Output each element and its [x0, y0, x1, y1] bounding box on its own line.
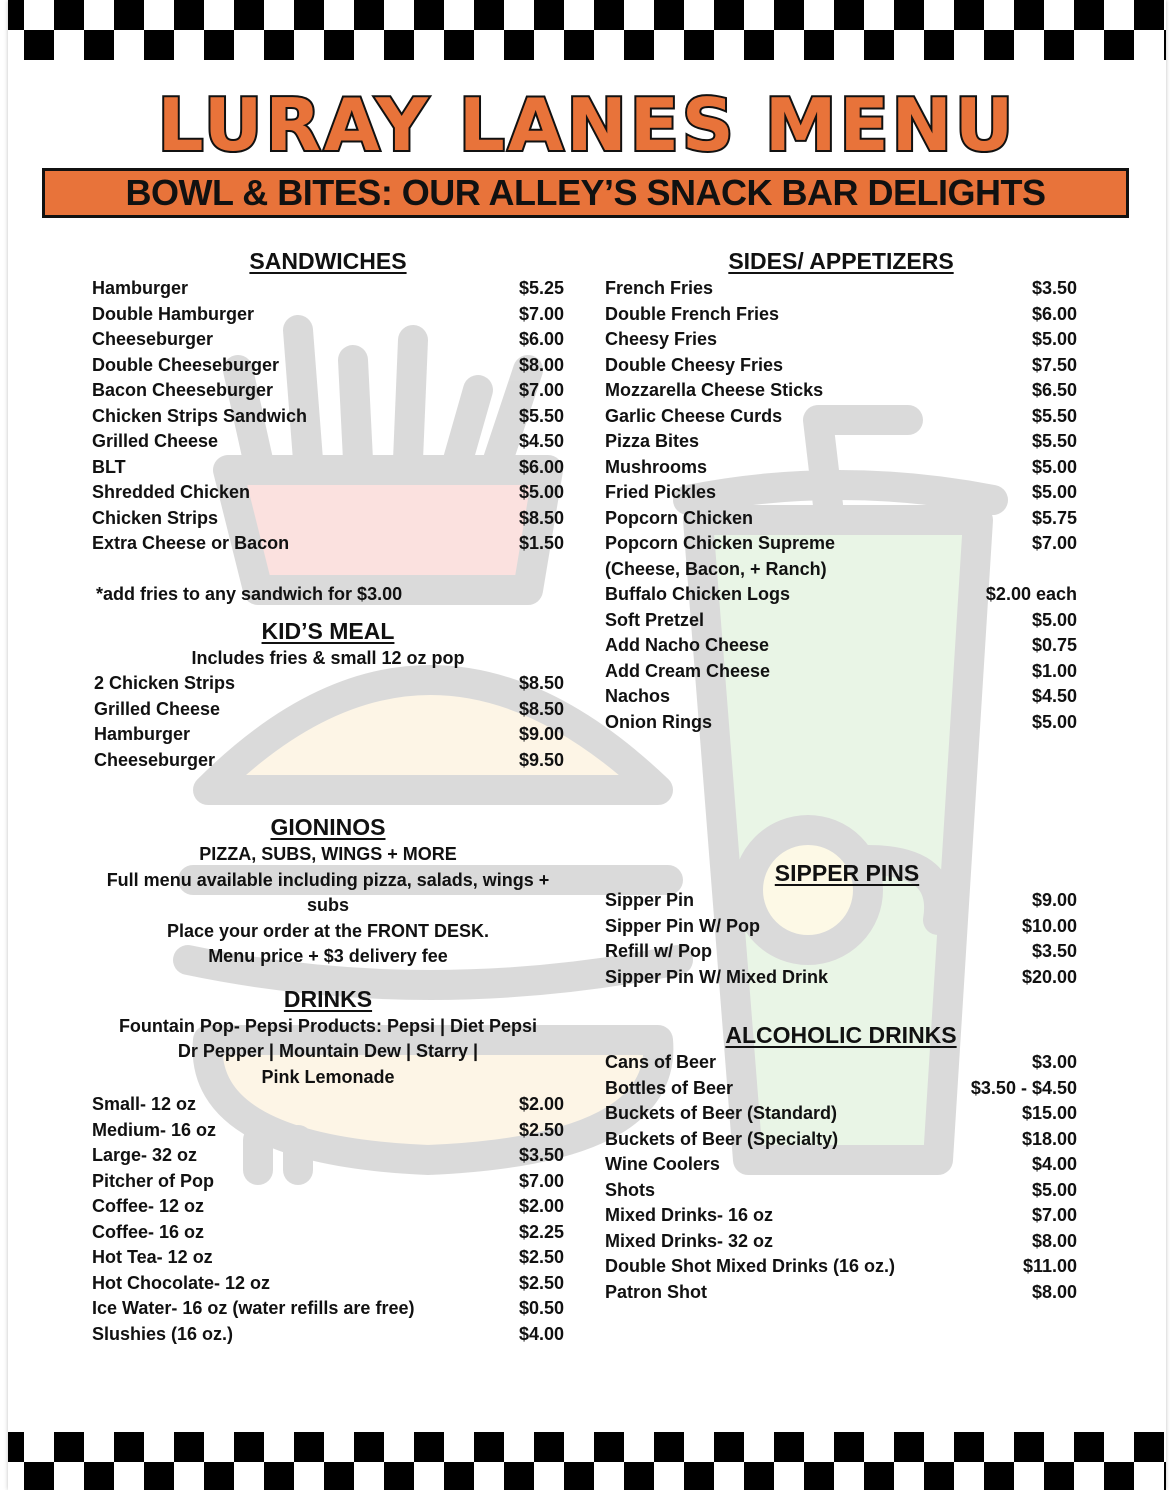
- menu-item-row: [92, 455, 564, 481]
- menu-item-price: $3.50: [1031, 941, 1077, 961]
- sides-heading: SIDES/ APPETIZERS: [728, 248, 954, 274]
- menu-item-name: Small- 12 oz: [92, 1094, 197, 1114]
- menu-item-price: $5.50: [1031, 431, 1077, 451]
- menu-item-name: Ice Water- 16 oz (water refills are free): [92, 1298, 415, 1318]
- menu-item-price: $5.00: [1031, 711, 1077, 732]
- menu-item-price: $3.50: [518, 1145, 564, 1165]
- menu-item-row: [605, 659, 1077, 685]
- menu-item-name: Grilled Cheese: [92, 431, 219, 451]
- menu-item-price: $5.50: [1031, 405, 1077, 426]
- menu-item-price: $7.00: [518, 1170, 564, 1191]
- menu-item-row: [92, 404, 564, 430]
- menu-item-price: $18.00: [1021, 1128, 1077, 1149]
- menu-item-row: [94, 748, 564, 774]
- menu-item-row: [605, 276, 1077, 302]
- menu-item-row: [605, 506, 1077, 532]
- menu-item-name: Hamburger: [94, 724, 191, 744]
- menu-item-row: [92, 1118, 564, 1144]
- menu-item-price: $5.00: [1031, 1179, 1077, 1200]
- menu-item-price: $7.50: [1031, 354, 1077, 375]
- menu-item-row: [94, 671, 564, 697]
- menu-item-name: Coffee- 12 oz: [92, 1196, 205, 1216]
- menu-item-name: Mozzarella Cheese Sticks: [605, 380, 824, 400]
- menu-item-row: [605, 710, 1077, 736]
- menu-item-row: [92, 429, 564, 455]
- menu-item-row: [605, 684, 1077, 710]
- menu-item-row: [605, 378, 1077, 404]
- menu-item-price: $4.00: [1031, 1154, 1077, 1174]
- menu-item-name: Hot Tea- 12 oz: [92, 1247, 213, 1267]
- menu-item-name: Fried Pickles: [605, 482, 717, 502]
- drinks-heading: DRINKS: [283, 985, 373, 1012]
- menu-page: [8, 0, 1166, 1490]
- menu-item-price: $2.00 each: [985, 584, 1077, 604]
- kids-meal-heading: KID’S MEAL: [261, 617, 395, 644]
- menu-item-row: [92, 480, 564, 506]
- sipper-pins-heading: SIPPER PINS: [774, 860, 920, 886]
- menu-item-name: Sipper Pin W/ Pop: [605, 915, 761, 936]
- gioninos-line: Place your order at the FRONT DESK.: [166, 920, 490, 941]
- drinks-info-line: Fountain Pop- Pepsi Products: Pepsi | Diet Pepsi: [118, 1015, 538, 1036]
- menu-item-price: $2.00: [518, 1196, 564, 1216]
- menu-item-name: Sipper Pin W/ Mixed Drink: [605, 966, 829, 987]
- menu-item-price: $9.50: [518, 749, 564, 770]
- sipper-pins-list: [605, 888, 1077, 990]
- sandwiches-heading: SANDWICHES: [249, 248, 407, 274]
- menu-item-price: $4.00: [518, 1323, 564, 1344]
- menu-item-name: Bottles of Beer: [605, 1077, 734, 1098]
- menu-item-row: [605, 1152, 1077, 1178]
- menu-item-row: [605, 1203, 1077, 1229]
- menu-item-row: [605, 914, 1077, 940]
- menu-item-price: $7.00: [1031, 1205, 1077, 1225]
- menu-item-price: $5.00: [518, 482, 564, 502]
- gioninos-line: subs: [306, 895, 349, 915]
- menu-item-price: $5.75: [1031, 507, 1077, 528]
- menu-item-name: Add Cream Cheese: [605, 660, 771, 681]
- menu-item-name: Pitcher of Pop: [92, 1170, 215, 1191]
- menu-item-price: $2.50: [518, 1119, 564, 1140]
- menu-item-name: Wine Coolers: [605, 1154, 720, 1174]
- menu-item-price: $8.50: [518, 698, 564, 719]
- menu-item-row: [605, 1101, 1077, 1127]
- menu-item-row: [605, 1050, 1077, 1076]
- menu-item-row: [605, 633, 1077, 659]
- sandwiches-list: [92, 276, 564, 557]
- menu-item-row: [605, 302, 1077, 328]
- menu-item-price: $8.50: [518, 673, 564, 693]
- gioninos-line: Full menu available including pizza, salads, wings +: [106, 869, 550, 890]
- menu-item-name: Buffalo Chicken Logs: [605, 584, 791, 604]
- menu-item-name: Onion Rings: [605, 711, 712, 732]
- menu-item-name: Slushies (16 oz.): [92, 1323, 234, 1344]
- menu-item-name: Mushrooms: [605, 456, 708, 477]
- menu-item-row: [605, 557, 1077, 583]
- menu-item-row: [92, 1296, 564, 1322]
- menu-item-row: [92, 1271, 564, 1297]
- menu-item-name: Nachos: [605, 686, 671, 706]
- menu-item-row: [605, 1280, 1077, 1306]
- menu-item-name: Chicken Strips: [92, 507, 219, 528]
- menu-item-row: [605, 582, 1077, 608]
- menu-item-row: [605, 608, 1077, 634]
- menu-banner: BOWL & BITES: OUR ALLEY’S SNACK BAR DELIGHTS: [42, 168, 1129, 218]
- menu-item-price: $0.50: [518, 1298, 564, 1318]
- menu-item-name: Garlic Cheese Curds: [605, 405, 783, 426]
- menu-item-name: Cheesy Fries: [605, 329, 718, 349]
- menu-item-price: $6.50: [1031, 380, 1077, 400]
- menu-item-name: Mixed Drinks- 16 oz: [605, 1205, 774, 1225]
- menu-item-name: Pizza Bites: [605, 431, 700, 451]
- menu-item-row: [605, 353, 1077, 379]
- menu-item-name: Add Nacho Cheese: [605, 635, 770, 655]
- menu-item-price: $2.50: [518, 1272, 564, 1293]
- menu-item-row: [92, 1092, 564, 1118]
- menu-item-name: Double Cheeseburger: [92, 354, 280, 375]
- menu-item-price: $8.50: [518, 507, 564, 528]
- menu-item-name: Double Cheesy Fries: [605, 354, 784, 375]
- menu-item-row: [605, 1076, 1077, 1102]
- menu-item-price: $5.00: [1031, 456, 1077, 477]
- menu-item-price: $8.00: [518, 354, 564, 375]
- sides-list: [605, 276, 1077, 735]
- menu-item-row: [94, 697, 564, 723]
- menu-item-row: [605, 429, 1077, 455]
- menu-item-name: Shots: [605, 1179, 656, 1200]
- menu-item-name: (Cheese, Bacon, + Ranch): [605, 558, 827, 579]
- left-column: [92, 246, 564, 1347]
- menu-item-name: 2 Chicken Strips: [94, 673, 236, 693]
- menu-item-row: [92, 353, 564, 379]
- kids-meal-list: [92, 671, 564, 773]
- menu-item-name: Popcorn Chicken Supreme: [605, 533, 836, 553]
- menu-item-row: [92, 302, 564, 328]
- menu-item-price: $10.00: [1021, 915, 1077, 936]
- menu-item-row: [92, 378, 564, 404]
- menu-item-price: $20.00: [1021, 966, 1077, 987]
- menu-item-price: $7.00: [518, 380, 564, 400]
- menu-item-row: [605, 327, 1077, 353]
- menu-item-row: [605, 939, 1077, 965]
- alcoholic-drinks-list: [605, 1050, 1077, 1305]
- menu-item-price: $8.00: [1031, 1281, 1077, 1302]
- menu-item-row: [92, 1194, 564, 1220]
- menu-item-row: [605, 480, 1077, 506]
- menu-item-row: [605, 1178, 1077, 1204]
- menu-item-name: Bacon Cheeseburger: [92, 380, 274, 400]
- menu-item-name: Cheeseburger: [92, 329, 214, 349]
- menu-item-row: [92, 1169, 564, 1195]
- drinks-info-line: Dr Pepper | Mountain Dew | Starry |: [177, 1041, 479, 1061]
- menu-item-name: French Fries: [605, 278, 714, 298]
- menu-item-price: $3.50 - $4.50: [970, 1077, 1077, 1098]
- menu-item-row: [605, 1254, 1077, 1280]
- menu-item-price: $0.75: [1031, 635, 1077, 655]
- menu-item-name: Patron Shot: [605, 1281, 707, 1302]
- menu-item-price: $7.00: [518, 303, 564, 324]
- menu-item-price: $1.00: [1031, 660, 1077, 681]
- menu-item-price: $7.00: [1031, 533, 1077, 553]
- menu-item-name: Extra Cheese or Bacon: [92, 533, 290, 553]
- menu-item-row: [92, 327, 564, 353]
- checkerboard-bottom-border: [8, 1432, 1166, 1490]
- menu-item-price: $5.50: [518, 405, 564, 426]
- menu-item-name: Sipper Pin: [605, 890, 695, 910]
- menu-item-row: [92, 531, 564, 557]
- menu-item-name: Refill w/ Pop: [605, 941, 713, 961]
- menu-item-name: Cheeseburger: [94, 749, 216, 770]
- menu-item-name: Medium- 16 oz: [92, 1119, 217, 1140]
- menu-title: LURAY LANES MENU: [157, 83, 1017, 167]
- gioninos-heading: GIONINOS: [270, 814, 386, 840]
- menu-item-name: Grilled Cheese: [94, 698, 221, 719]
- menu-item-name: Shredded Chicken: [92, 482, 251, 502]
- menu-item-price: $11.00: [1022, 1256, 1077, 1276]
- menu-item-row: [92, 1143, 564, 1169]
- menu-item-name: Double French Fries: [605, 303, 780, 324]
- menu-item-price: $5.25: [518, 278, 564, 298]
- menu-item-row: [605, 965, 1077, 991]
- menu-item-price: $5.00: [1031, 482, 1077, 502]
- menu-item-name: BLT: [92, 456, 126, 477]
- menu-item-price: $9.00: [518, 724, 564, 744]
- menu-item-name: Chicken Strips Sandwich: [92, 405, 308, 426]
- menu-item-price: $2.25: [518, 1221, 564, 1242]
- menu-item-price: $4.50: [518, 431, 564, 451]
- menu-item-row: [605, 455, 1077, 481]
- menu-item-name: Buckets of Beer (Standard): [605, 1103, 838, 1123]
- menu-item-price: $6.00: [1031, 303, 1077, 324]
- menu-item-row: [92, 1220, 564, 1246]
- menu-item-name: Hamburger: [92, 278, 189, 298]
- drinks-list: [92, 1092, 564, 1347]
- menu-item-row: [92, 1245, 564, 1271]
- gioninos-line: Menu price + $3 delivery fee: [208, 946, 448, 966]
- menu-item-name: Double Hamburger: [92, 303, 255, 324]
- menu-item-row: [605, 404, 1077, 430]
- menu-item-name: Large- 32 oz: [92, 1145, 198, 1165]
- kids-meal-subtitle: Includes fries & small 12 oz pop: [191, 647, 465, 668]
- menu-item-name: Popcorn Chicken: [605, 507, 754, 528]
- menu-item-name: Soft Pretzel: [605, 609, 705, 630]
- menu-item-name: Hot Chocolate- 12 oz: [92, 1272, 271, 1293]
- menu-item-name: Cans of Beer: [605, 1052, 717, 1072]
- menu-item-price: $3.00: [1031, 1052, 1077, 1072]
- menu-item-row: [94, 722, 564, 748]
- menu-item-row: [92, 506, 564, 532]
- gioninos-line: PIZZA, SUBS, WINGS + MORE: [199, 844, 457, 864]
- menu-item-price: $6.00: [518, 329, 564, 349]
- menu-item-name: Coffee- 16 oz: [92, 1221, 205, 1242]
- menu-item-price: $4.50: [1031, 686, 1077, 706]
- menu-item-row: [92, 1322, 564, 1348]
- menu-item-price: $9.00: [1031, 890, 1077, 910]
- menu-item-price: $3.50: [1031, 278, 1077, 298]
- menu-item-price: $15.00: [1021, 1103, 1077, 1123]
- menu-item-row: [92, 276, 564, 302]
- menu-item-row: [605, 1127, 1077, 1153]
- menu-item-row: [605, 531, 1077, 557]
- alcoholic-drinks-heading: ALCOHOLIC DRINKS: [725, 1022, 957, 1048]
- menu-item-price: $1.50: [518, 533, 564, 553]
- menu-item-price: $6.00: [518, 456, 564, 477]
- menu-item-price: $5.00: [1031, 609, 1077, 630]
- checkerboard-top-border: [8, 0, 1166, 60]
- menu-item-price: $2.00: [518, 1094, 564, 1114]
- menu-item-price: $2.50: [518, 1247, 564, 1267]
- menu-item-name: Double Shot Mixed Drinks (16 oz.): [605, 1256, 896, 1276]
- menu-item-name: Buckets of Beer (Specialty): [605, 1128, 839, 1149]
- menu-item-row: [605, 1229, 1077, 1255]
- drinks-info-line: Pink Lemonade: [261, 1066, 395, 1087]
- sandwich-fries-note: *add fries to any sandwich for $3.00: [96, 584, 403, 604]
- menu-item-price: $5.00: [1031, 329, 1077, 349]
- menu-item-price: $8.00: [1031, 1230, 1077, 1251]
- menu-item-row: [605, 888, 1077, 914]
- right-column: [605, 246, 1077, 1305]
- menu-item-name: Mixed Drinks- 32 oz: [605, 1230, 774, 1251]
